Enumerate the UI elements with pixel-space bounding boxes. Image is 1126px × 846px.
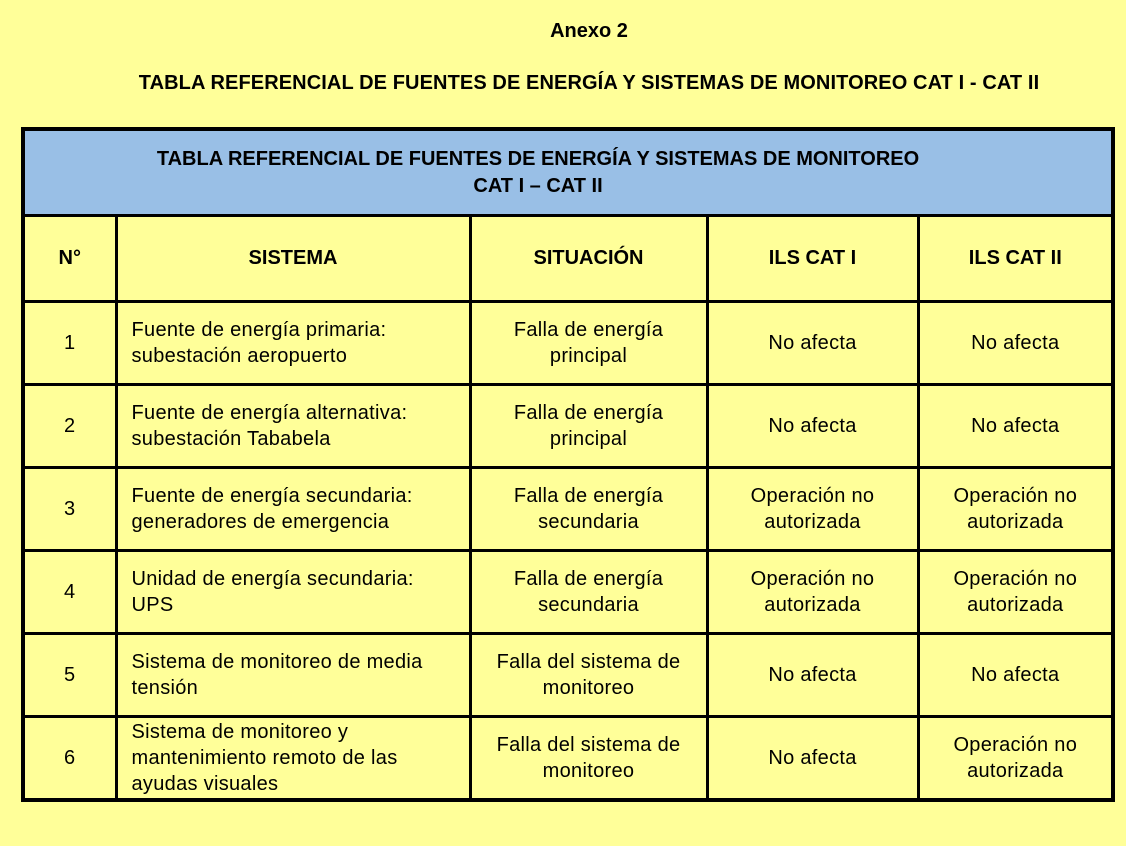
table-caption-line-2: CAT I – CAT II — [473, 174, 603, 197]
cell-sistema-line: Sistema de monitoreo y — [131, 721, 349, 743]
cell-sistema-line: generadores de emergencia — [131, 511, 390, 533]
cell-ils-cat-2 — [918, 385, 1113, 468]
cell-situacion — [470, 385, 707, 468]
cell-sistema-line: Fuente de energía secundaria: — [131, 485, 413, 507]
cell-ils-cat-2 — [918, 468, 1113, 551]
cell-ils-cat-2-line: autorizada — [967, 760, 1064, 782]
cell-ils-cat-2-line: Operación no — [953, 568, 1078, 590]
annex-label: Anexo 2 — [550, 20, 628, 42]
cell-sistema-line: UPS — [131, 594, 174, 616]
table-caption-row — [23, 129, 1113, 216]
table-row — [23, 634, 1113, 717]
reference-table — [21, 127, 1115, 802]
cell-situacion-line: Falla de energía — [513, 402, 664, 424]
cell-situacion — [470, 634, 707, 717]
header-ils-cat-2: ILS CAT II — [918, 216, 1113, 302]
cell-ils-cat-2 — [918, 717, 1113, 801]
cell-ils-cat-2 — [918, 551, 1113, 634]
cell-sistema — [116, 634, 470, 717]
cell-ils-cat-2-line: No afecta — [971, 332, 1060, 354]
cell-sistema-line: subestación Tababela — [131, 428, 331, 450]
table-caption-line-1: TABLA REFERENCIAL DE FUENTES DE ENERGÍA Y SISTEMAS DE MONITOREO — [156, 147, 920, 170]
cell-ils-cat-2 — [918, 302, 1113, 385]
header-sistema: SISTEMA — [116, 216, 470, 302]
cell-number-line: 1 — [64, 332, 76, 354]
cell-number — [23, 717, 116, 801]
cell-ils-cat-2-line: Operación no — [953, 485, 1078, 507]
cell-situacion-line: principal — [549, 345, 628, 367]
cell-sistema-line: subestación aeropuerto — [131, 345, 348, 367]
cell-sistema-line: Fuente de energía alternativa: — [131, 402, 408, 424]
cell-ils-cat-1 — [707, 302, 918, 385]
cell-sistema — [116, 468, 470, 551]
cell-ils-cat-1 — [707, 468, 918, 551]
cell-number — [23, 634, 116, 717]
cell-situacion-line: Falla de energía — [513, 485, 664, 507]
cell-sistema — [116, 551, 470, 634]
cell-situacion-line: secundaria — [538, 511, 639, 533]
cell-ils-cat-1-line: No afecta — [768, 747, 857, 769]
cell-situacion — [470, 717, 707, 801]
cell-ils-cat-2-line: autorizada — [967, 511, 1064, 533]
cell-ils-cat-1 — [707, 551, 918, 634]
cell-sistema — [116, 717, 470, 801]
cell-sistema-line: Fuente de energía primaria: — [131, 319, 387, 341]
cell-ils-cat-1-line: autorizada — [764, 594, 861, 616]
cell-number — [23, 385, 116, 468]
cell-sistema-line: tensión — [131, 677, 199, 699]
cell-ils-cat-1-line: Operación no — [750, 485, 875, 507]
table-caption — [23, 129, 1113, 216]
cell-sistema-line: Unidad de energía secundaria: — [131, 568, 414, 590]
cell-ils-cat-2-line: Operación no — [953, 734, 1078, 756]
cell-situacion-line: Falla de energía — [513, 319, 664, 341]
cell-ils-cat-1-line: No afecta — [768, 664, 857, 686]
cell-sistema-line: Sistema de monitoreo de media — [131, 651, 423, 673]
cell-number-line: 3 — [64, 498, 76, 520]
cell-number — [23, 551, 116, 634]
cell-ils-cat-1 — [707, 717, 918, 801]
cell-ils-cat-2-line: No afecta — [971, 415, 1060, 437]
header-ils-cat-1: ILS CAT I — [707, 216, 918, 302]
cell-sistema — [116, 385, 470, 468]
cell-ils-cat-2-line: No afecta — [971, 664, 1060, 686]
cell-situacion-line: principal — [549, 428, 628, 450]
cell-situacion — [470, 468, 707, 551]
cell-sistema-line: mantenimiento remoto de las — [131, 747, 398, 769]
header-number: N° — [23, 216, 116, 302]
table-header-row — [23, 216, 1113, 302]
cell-number-line: 6 — [64, 747, 76, 769]
cell-number — [23, 468, 116, 551]
cell-number-line: 4 — [64, 581, 76, 603]
cell-ils-cat-1 — [707, 385, 918, 468]
cell-situacion-line: monitoreo — [542, 677, 635, 699]
header-situacion: SITUACIÓN — [470, 216, 707, 302]
cell-situacion — [470, 302, 707, 385]
cell-situacion-line: Falla del sistema de — [496, 734, 681, 756]
cell-situacion — [470, 551, 707, 634]
cell-ils-cat-1-line: No afecta — [768, 415, 857, 437]
cell-number — [23, 302, 116, 385]
cell-situacion-line: Falla de energía — [513, 568, 664, 590]
cell-ils-cat-1-line: No afecta — [768, 332, 857, 354]
cell-ils-cat-1-line: Operación no — [750, 568, 875, 590]
cell-ils-cat-1 — [707, 634, 918, 717]
cell-situacion-line: Falla del sistema de — [496, 651, 681, 673]
table-row — [23, 551, 1113, 634]
cell-number-line: 5 — [64, 664, 76, 686]
table-row — [23, 302, 1113, 385]
cell-ils-cat-2 — [918, 634, 1113, 717]
cell-number-line: 2 — [64, 415, 76, 437]
cell-ils-cat-2-line: autorizada — [967, 594, 1064, 616]
cell-sistema — [116, 302, 470, 385]
cell-sistema-line: ayudas visuales — [131, 773, 279, 795]
cell-situacion-line: monitoreo — [542, 760, 635, 782]
table-row — [23, 385, 1113, 468]
table-row — [23, 468, 1113, 551]
document-title: TABLA REFERENCIAL DE FUENTES DE ENERGÍA Y SISTEMAS DE MONITOREO CAT I - CAT II — [138, 72, 1040, 94]
cell-ils-cat-1-line: autorizada — [764, 511, 861, 533]
cell-situacion-line: secundaria — [538, 594, 639, 616]
table-row — [23, 717, 1113, 801]
